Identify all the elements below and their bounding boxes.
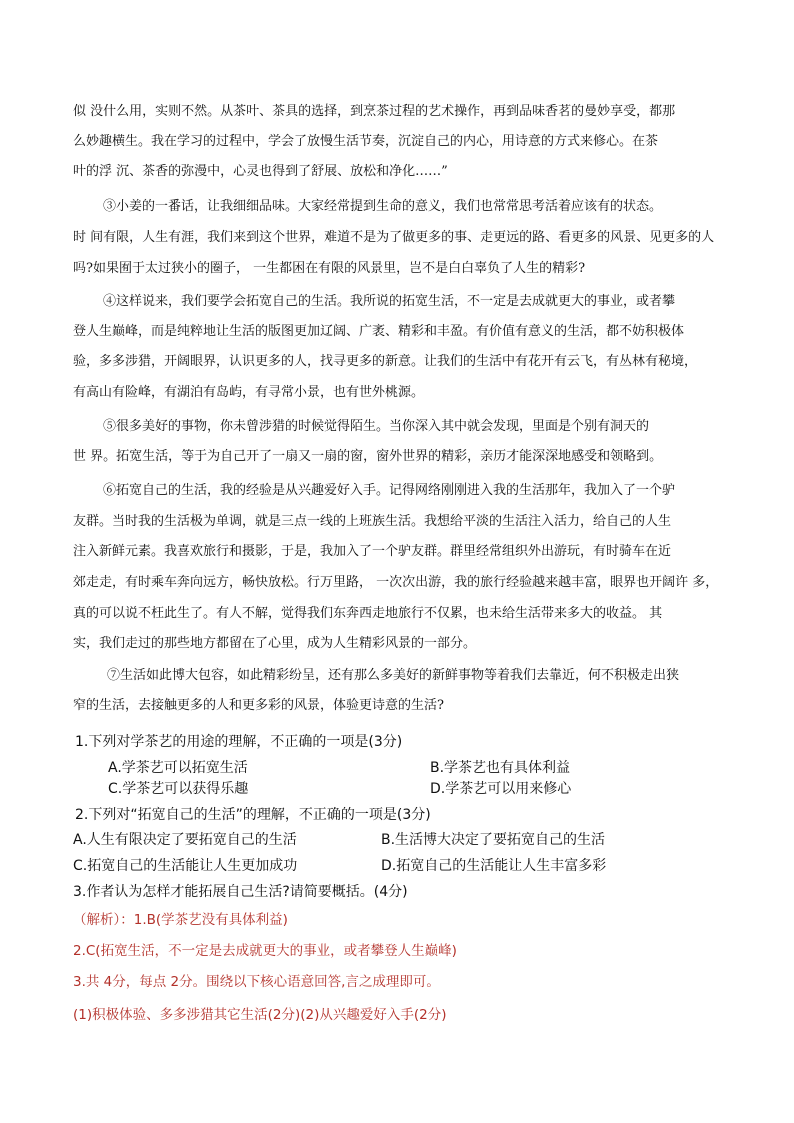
question-1-option-a: A.学茶艺可以拓宽生活	[108, 760, 248, 776]
passage-line: ⑦生活如此博大包容，如此精彩纷呈，还有那么多美好的新鲜事物等着我们去靠近，何不积极走出狭	[107, 668, 680, 683]
passage-line: 似 没什么用，实则不然。从茶叶、茶具的选择，到烹茶过程的艺术操作，再到品味香茗的曼妙享受，都那	[73, 104, 676, 119]
passage-line: 有高山有险峰，有湖泊有岛屿，有寻常小景，也有世外桃源。	[73, 385, 425, 400]
passage-line: 验，多多涉猎，开阔眼界，认识更多的人，找寻更多的新意。让我们的生活中有花开有云飞，有丛林有秘境，	[73, 354, 698, 369]
passage-line: 窄的生活，去接触更多的人和更多彩的风景，体验更诗意的生活?	[73, 698, 444, 713]
passage-line: 么妙趣横生。我在学习的过程中，学会了放慢生活节奏，沉淀自己的内心，用诗意的方式来修心。在茶	[73, 134, 659, 149]
answer-line: 3.共 4分，每点 2分。围绕以下核心语意回答,言之成理即可。	[73, 974, 440, 990]
passage-line: 时 间有限，人生有涯，我们来到这个世界，难道不是为了做更多的事、走更远的路、看更多的风景、见更多的人	[73, 230, 715, 245]
question-2-option-a: A.人生有限决定了要拓宽自己的生活	[73, 832, 297, 848]
passage-line: ③小姜的一番话，让我细细品味。大家经常提到生命的意义，我们也常常思考活着应该有的状态。	[103, 199, 663, 214]
passage-line: 世 界。拓宽生活，等于为自己开了一扇又一扇的窗，窗外世界的精彩，亲历才能深深地感受和领略到。	[73, 449, 663, 464]
answer-line: （解析）：1.B(学茶艺没有具体利益)	[73, 912, 288, 928]
passage-line: 吗?如果囿于太过狭小的圈子， 一生都困在有限的风景里，岂不是白白辜负了人生的精彩?	[73, 261, 586, 276]
question-2-stem: 2.下列对“拓宽自己的生活”的理解，不正确的一项是(3分)	[75, 807, 431, 823]
passage-line: 叶的浮 沉、茶香的弥漫中，心灵也得到了舒展、放松和净化……”	[73, 164, 448, 179]
passage-line: 实，我们走过的那些地方都留在了心里，成为人生精彩风景的一部分。	[73, 636, 477, 651]
question-1-stem: 1.下列对学茶艺的用途的理解，不正确的一项是(3分)	[75, 734, 403, 750]
passage-line: 登人生巅峰，而是纯粹地让生活的版图更加辽阔、广袤、精彩和丰盈。有价值有意义的生活，都不妨积极体	[73, 324, 685, 339]
answer-line: 2.C(拓宽生活，不一定是去成就更大的事业，或者攀登人生巅峰)	[73, 943, 457, 959]
answer-line: (1)积极体验、多多涉猎其它生活(2分)(2)从兴趣爱好入手(2分)	[73, 1007, 447, 1023]
passage-line: ⑤很多美好的事物，你未曾涉猎的时候觉得陌生。当你深入其中就会发现，里面是个别有洞天的	[103, 419, 650, 434]
passage-line: 注入新鲜元素。我喜欢旅行和摄影，于是，我加入了一个驴友群。群里经常组织外出游玩，有时骑车在近	[73, 544, 672, 559]
question-1-option-b: B.学茶艺也有具体利益	[430, 760, 571, 776]
question-2-option-d: D.拓宽自己的生活能让人生丰富多彩	[381, 858, 607, 874]
passage-line: 郊走走，有时乘车奔向远方，畅快放松。行万里路， 一次次出游，我的旅行经验越来越丰富，眼界也开阔许 多，	[73, 575, 719, 590]
question-3-stem: 3.作者认为怎样才能拓展自己生活?请简要概括。(4分)	[73, 884, 408, 900]
passage-line: 友群。当时我的生活极为单调，就是三点一线的上班族生活。我想给平淡的生活注入活力，给自己的人生	[73, 514, 672, 529]
question-2-option-c: C.拓宽自己的生活能让人生更加成功	[73, 858, 298, 874]
question-1-option-c: C.学茶艺可以获得乐趣	[108, 781, 249, 797]
passage-line: ⑥拓宽自己的生活，我的经验是从兴趣爱好入手。记得网络刚刚进入我的生活那年，我加入了一个驴	[103, 483, 676, 498]
question-2-option-b: B.生活博大决定了要拓宽自己的生活	[381, 832, 606, 848]
passage-line: ④这样说来，我们要学会拓宽自己的生活。我所说的拓宽生活，不一定是去成就更大的事业，或者攀	[103, 294, 676, 309]
question-1-option-d: D.学茶艺可以用来修心	[430, 781, 572, 797]
passage-line: 真的可以说不枉此生了。有人不解，觉得我们东奔西走地旅行不仅累，也未给生活带来多大的收益。 其	[73, 606, 663, 621]
